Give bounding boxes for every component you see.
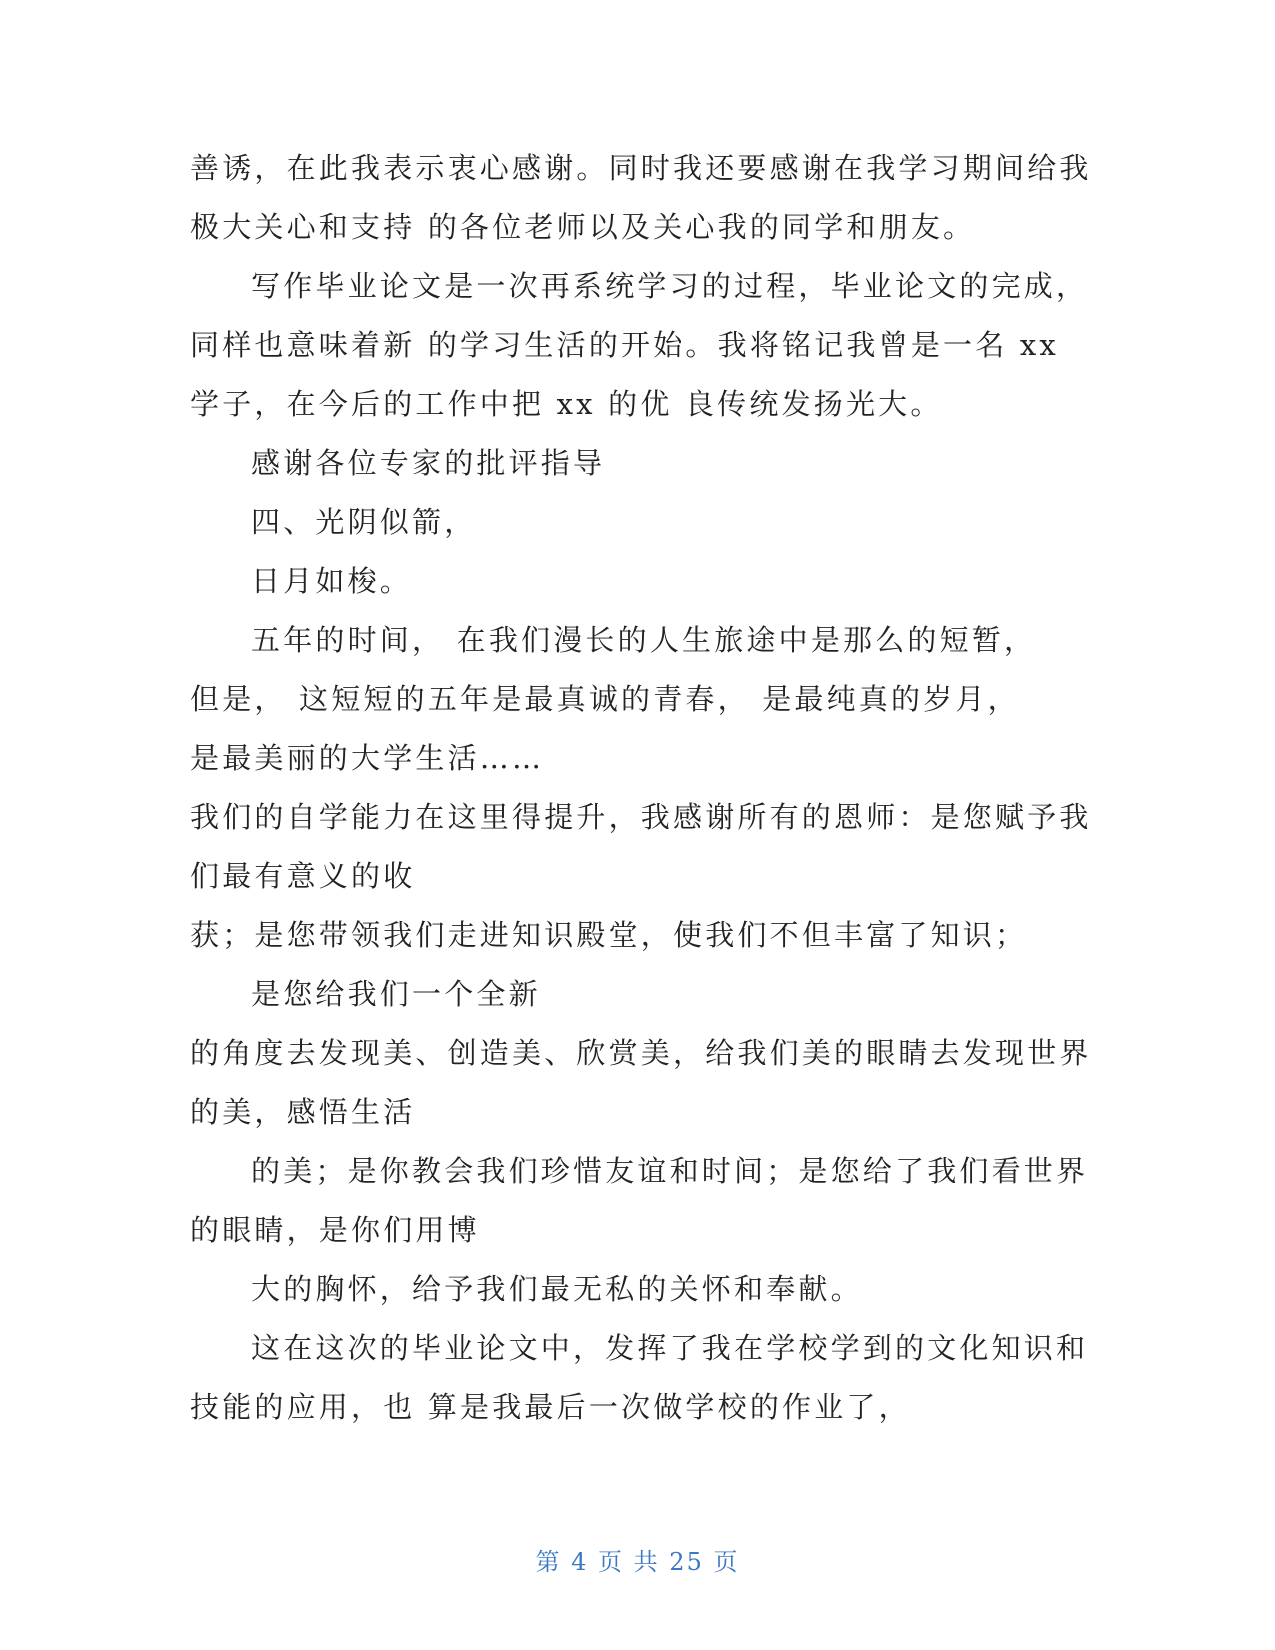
- text-line-21: 这在这次的毕业论文中，发挥了我在学校学到的文化知识和: [251, 1331, 1089, 1365]
- text-line-5: 学子，在今后的工作中把 xx 的优 良传统发扬光大。: [190, 387, 943, 421]
- text-line-3: 写作毕业论文是一次再系统学习的过程，毕业论文的完成，: [251, 269, 1089, 303]
- text-line-15: 是您给我们一个全新: [251, 977, 541, 1011]
- text-line-17: 的美，感悟生活: [190, 1095, 416, 1129]
- text-line-16: 的角度去发现美、创造美、欣赏美，给我们美的眼睛去发现世界: [190, 1036, 1092, 1070]
- text-line-20: 大的胸怀，给予我们最无私的关怀和奉献。: [251, 1272, 863, 1306]
- section-heading: 四、光阴似箭，: [251, 505, 477, 539]
- text-line-12: 我们的自学能力在这里得提升，我感谢所有的恩师：是您赋予我: [190, 800, 1092, 834]
- page-number-footer: 第 4 页 共 25 页: [535, 1548, 740, 1576]
- text-line-1: 善诱，在此我表示衷心感谢。同时我还要感谢在我学习期间给我: [190, 151, 1092, 185]
- text-line-18: 的美；是你教会我们珍惜友谊和时间；是您给了我们看世界: [251, 1154, 1089, 1188]
- text-line-8: 日月如梭。: [251, 564, 413, 598]
- text-line-6: 感谢各位专家的批评指导: [251, 446, 606, 480]
- text-line-14: 获；是您带领我们走进知识殿堂，使我们不但丰富了知识；: [190, 918, 1028, 952]
- text-line-19: 的眼睛，是你们用博: [190, 1213, 480, 1247]
- text-line-4: 同样也意味着新 的学习生活的开始。我将铭记我曾是一名 xx: [190, 328, 1059, 362]
- text-line-2: 极大关心和支持 的各位老师以及关心我的同学和朋友。: [190, 210, 976, 244]
- text-line-9: 五年的时间， 在我们漫长的人生旅途中是那么的短暂，: [251, 623, 1037, 657]
- text-line-13: 们最有意义的收: [190, 859, 416, 893]
- text-line-10: 但是， 这短短的五年是最真诚的青春， 是最纯真的岁月，: [190, 682, 1020, 716]
- text-line-22: 技能的应用，也 算是我最后一次做学校的作业了，: [190, 1390, 911, 1424]
- text-line-11: 是最美丽的大学生活……: [190, 741, 545, 775]
